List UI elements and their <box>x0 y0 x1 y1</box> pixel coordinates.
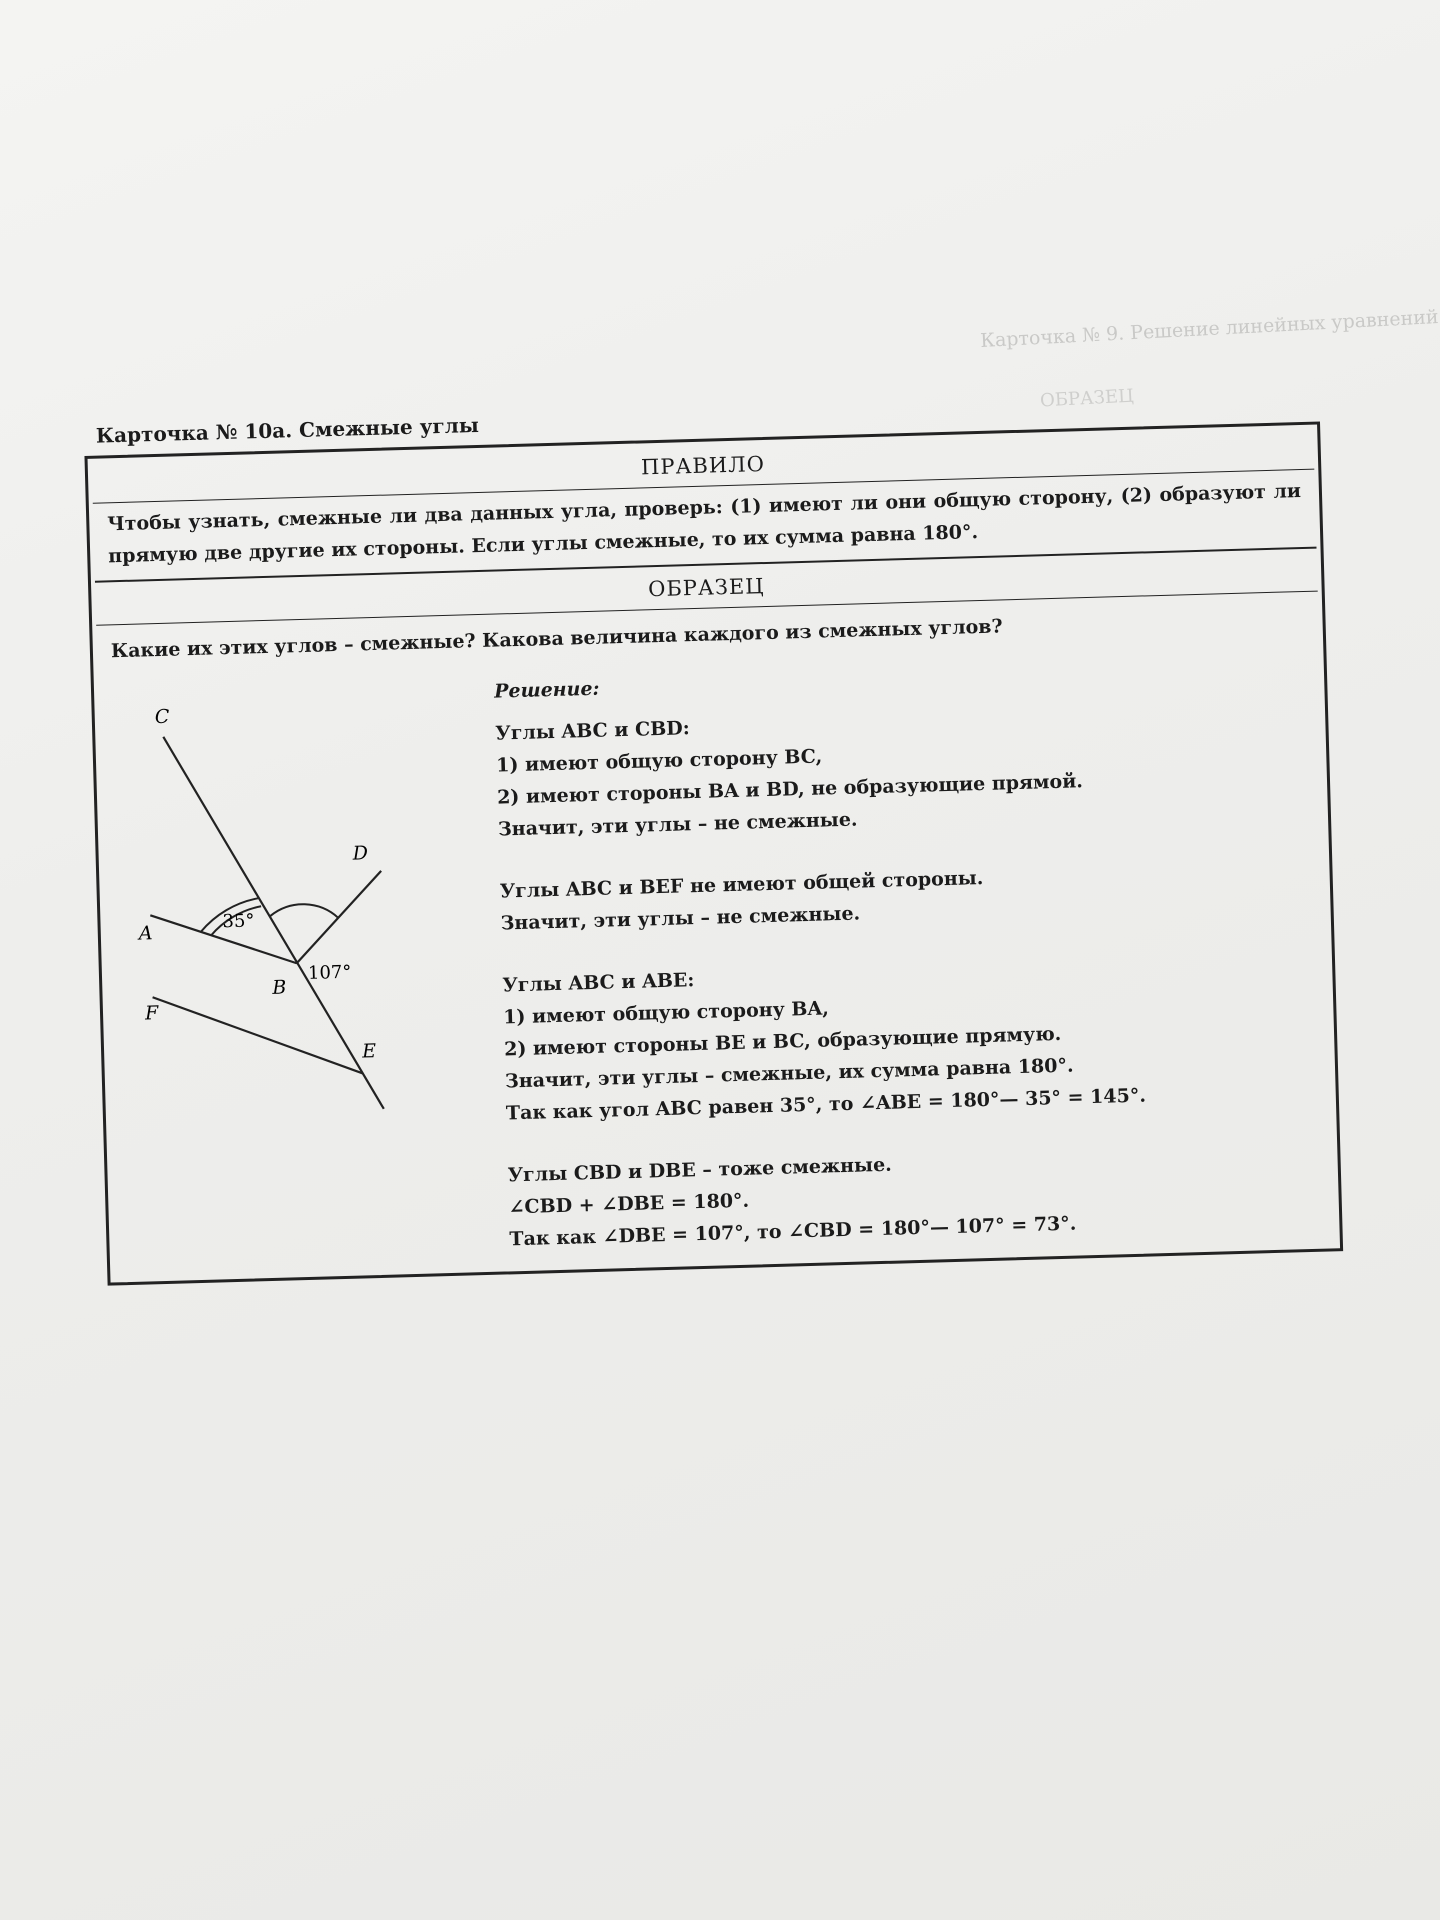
sample-heading: ОБРАЗЕЦ <box>647 574 765 602</box>
rule-section <box>92 429 1317 583</box>
label-f: F <box>144 1002 159 1025</box>
rule-heading: ПРАВИЛО <box>640 451 766 480</box>
solution-line: Значит, эти углы – не смежные. <box>497 808 858 841</box>
solution <box>494 653 1310 1255</box>
ray-b-d <box>294 871 383 963</box>
label-b: B <box>272 976 287 999</box>
solution-line: Так как ∠DBE = 107°, то ∠CBD = 180°— 107° = 73°. <box>509 1212 1077 1251</box>
angle-dbe-value: 107° <box>307 961 352 984</box>
angle-abc-value: 35° <box>222 910 255 933</box>
solution-line: Значит, эти углы – не смежные. <box>500 902 861 935</box>
label-e: E <box>361 1040 377 1063</box>
card-frame <box>84 421 1343 1285</box>
label-d: D <box>352 842 369 865</box>
bleed-through-subheader: ОБРАЗЕЦ <box>1039 385 1135 412</box>
label-a: A <box>138 922 153 945</box>
solution-line: Углы ABC и BEF не имеют общей стороны. <box>499 867 984 903</box>
solution-line: 1) имеют общую сторону BA, <box>502 997 830 1029</box>
solution-line: Так как угол ABC равен 35°, то ∠ABE = 180°— 35° = 145°. <box>505 1084 1147 1125</box>
solution-line: 1) имеют общую сторону BC, <box>495 745 823 777</box>
solution-line: ∠CBD + ∠DBE = 180°. <box>508 1189 750 1219</box>
solution-heading: Решение: <box>493 677 600 703</box>
sample-question: Какие их этих углов – смежные? Какова величина каждого из смежных углов? <box>110 615 1003 663</box>
solution-line: Углы CBD и DBE – тоже смежные. <box>507 1153 893 1187</box>
solution-line: Углы ABC и ABE: <box>502 969 695 997</box>
solution-line: 2) имеют стороны BA и BD, не образующие прямой. <box>496 770 1084 809</box>
solution-line: Углы ABC и CBD: <box>495 717 690 745</box>
solution-line: 2) имеют стороны BE и BC, образующие прямую. <box>503 1022 1062 1061</box>
solution-line: Значит, эти углы – смежные, их сумма равна 180°. <box>504 1054 1074 1093</box>
card-title: Карточка № 10а. Смежные углы <box>95 412 480 448</box>
rule-text: Чтобы узнать, смежные ли два данных угла, проверь: (1) имеют ли они общую сторону, (2) образуют ли прямую две другие их стороны. Если углы смежные, то их сумма равна 180°. <box>107 480 1302 568</box>
line-f-e <box>153 991 363 1079</box>
angles-figure <box>124 690 437 1168</box>
worksheet-card <box>82 333 1357 1298</box>
line-c-e <box>163 731 383 1115</box>
bleed-through-header: Карточка № 9. Решение линейных уравнений <box>979 306 1440 352</box>
arc-dbe <box>270 903 338 920</box>
label-c: C <box>154 705 170 729</box>
